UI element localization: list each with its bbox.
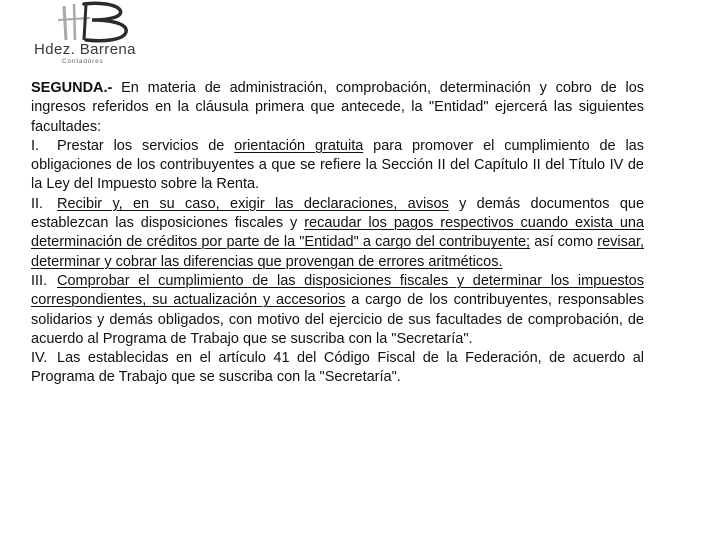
item-3-number: III.: [31, 272, 48, 289]
item-2-underlined-a: Recibir y, en su caso, exigir las declaraciones, avisos: [57, 195, 449, 212]
clause-item-3: [31, 272, 644, 349]
clause-intro-text: En materia de administración, comprobación, determinación y cobro de los ingresos referidos en la cláusula primera que antecede, la "Entidad" ejercerá las siguientes facultades:: [31, 80, 645, 135]
item-2-text-b: así como: [534, 234, 594, 251]
item-1-text-b: para promover el cumplimiento de las obligaciones de los contribuyentes a que se refiere la Sección II del Capítulo II del Título IV de la Ley del Impuesto sobre la Renta.: [31, 137, 644, 193]
item-1-underlined: orientación gratuita: [234, 137, 364, 154]
document-body: [31, 79, 644, 388]
item-3-text: a cargo de los contribuyentes, responsables solidarios y demás obligados, con motivo del ejercicio de sus facultades de comprobación, de acuerdo al Programa de Trabajo que se suscriba con la "Secretaría".: [31, 292, 645, 347]
item-3-underlined: Comprobar el cumplimiento de las disposiciones fiscales y determinar los impuestos correspondientes, su actualización y accesorios: [31, 272, 644, 309]
item-4-number: IV.: [31, 350, 48, 367]
clause-item-4: [31, 349, 644, 388]
item-2-text-a: y demás documentos que establezcan las disposiciones fiscales y: [31, 195, 645, 232]
logo-company-name: Hdez. Barrena: [34, 41, 136, 58]
hb-monogram-icon: [28, 0, 148, 46]
clause-intro: [31, 79, 644, 137]
company-logo: [28, 0, 158, 72]
item-1-text-a: Prestar los servicios de: [57, 137, 225, 154]
clause-item-2: [31, 195, 644, 272]
item-2-number: II.: [31, 195, 44, 212]
clause-heading: SEGUNDA.-: [31, 80, 113, 96]
item-2-underlined-c: revisar, determinar y cobrar las diferencias que provengan de errores aritméticos.: [31, 234, 645, 270]
item-1-number: I.: [31, 137, 40, 154]
item-4-text: Las establecidas en el artículo 41 del Código Fiscal de la Federación, de acuerdo al Programa de Trabajo que se suscriba con la "Secretaría".: [31, 350, 644, 386]
clause-item-1: [31, 137, 644, 195]
logo-subtitle: Contadores: [62, 58, 104, 65]
item-2-underlined-b: recaudar los pagos respectivos cuando exista una determinación de créditos por parte de la "Entidad" a cargo del contribuyente;: [31, 215, 645, 251]
